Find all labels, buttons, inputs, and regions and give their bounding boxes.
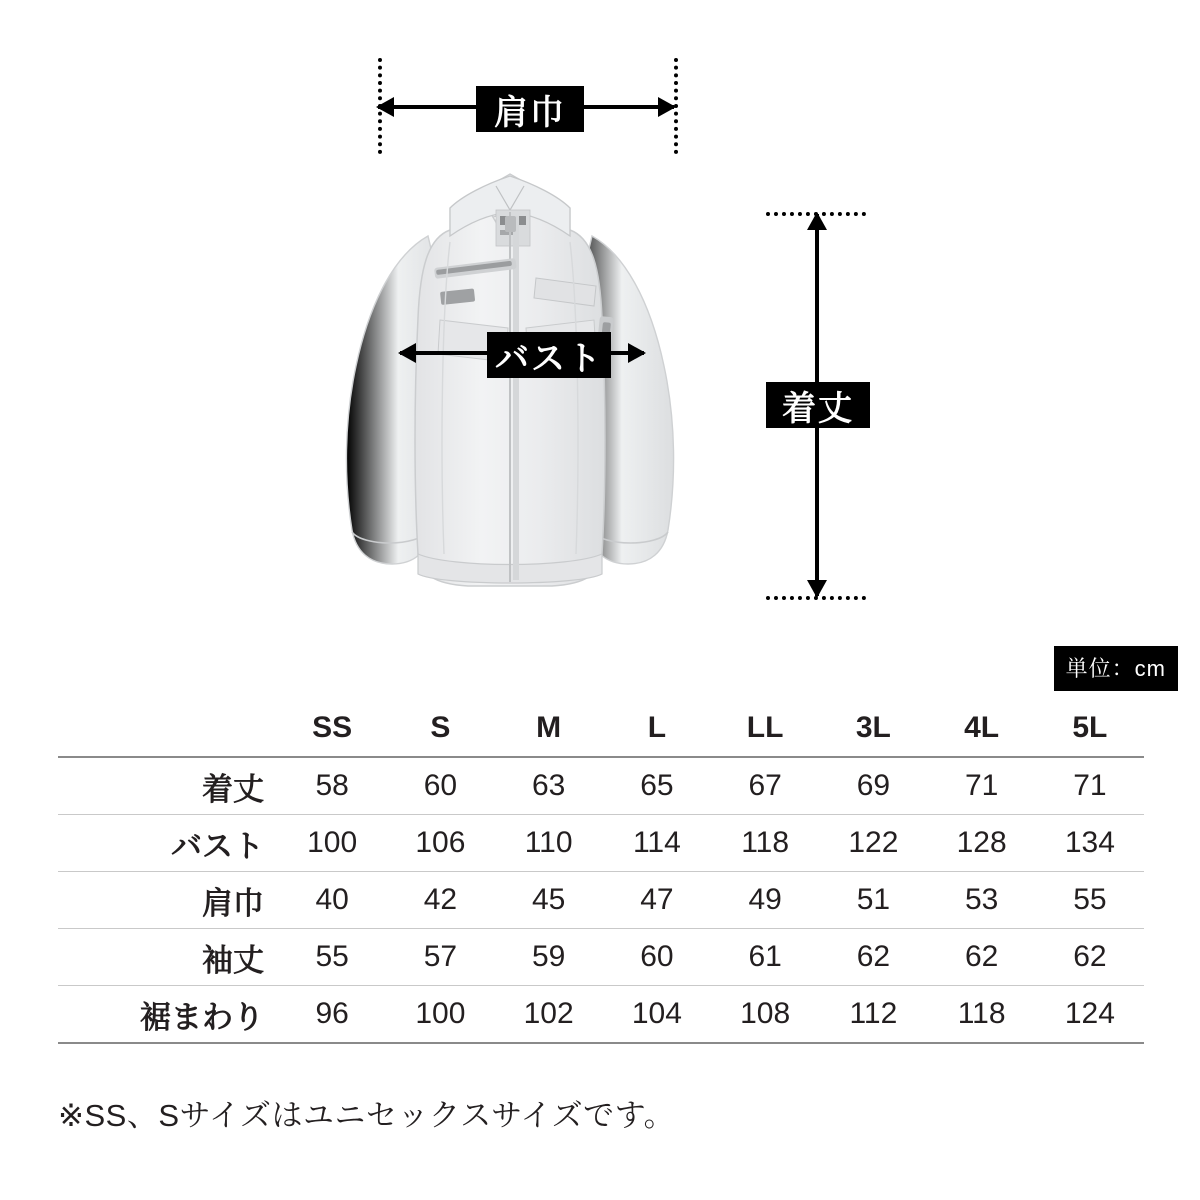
- cell: 71: [1036, 757, 1144, 815]
- shoulder-label: 肩巾: [476, 86, 584, 132]
- cell: 55: [1036, 872, 1144, 929]
- row-header-bust: バスト: [58, 815, 278, 872]
- table-row: [58, 929, 1144, 986]
- column-header-blank: [58, 700, 278, 757]
- arrow-left-icon: [376, 97, 394, 117]
- cell: 106: [386, 815, 494, 872]
- row-header-shoulder: 肩巾: [58, 872, 278, 929]
- cell: 42: [386, 872, 494, 929]
- cell: 60: [386, 757, 494, 815]
- cell: 40: [278, 872, 386, 929]
- cell: 59: [495, 929, 603, 986]
- cell: 124: [1036, 986, 1144, 1044]
- column-header-4l: 4L: [928, 700, 1036, 757]
- column-header-5l: 5L: [1036, 700, 1144, 757]
- cell: 45: [495, 872, 603, 929]
- cell: 108: [711, 986, 819, 1044]
- cell: 55: [278, 929, 386, 986]
- size-note: ※SS、Sサイズはユニセックスサイズです。: [58, 1098, 676, 1133]
- unit-badge: 単位：cm: [1054, 646, 1178, 691]
- cell: 118: [928, 986, 1036, 1044]
- cell: 51: [819, 872, 927, 929]
- column-header-s: S: [386, 700, 494, 757]
- column-header-3l: 3L: [819, 700, 927, 757]
- column-header-l: L: [603, 700, 711, 757]
- size-table: [58, 700, 1144, 1044]
- table-row: [58, 815, 1144, 872]
- cell: 100: [278, 815, 386, 872]
- arrow-down-icon: [807, 580, 827, 598]
- cell: 61: [711, 929, 819, 986]
- table-row: [58, 757, 1144, 815]
- cell: 102: [495, 986, 603, 1044]
- cell: 62: [928, 929, 1036, 986]
- row-header-length: 着丈: [58, 757, 278, 815]
- cell: 118: [711, 815, 819, 872]
- cell: 96: [278, 986, 386, 1044]
- cell: 63: [495, 757, 603, 815]
- cell: 100: [386, 986, 494, 1044]
- cell: 49: [711, 872, 819, 929]
- cell: 67: [711, 757, 819, 815]
- column-header-m: M: [495, 700, 603, 757]
- cell: 128: [928, 815, 1036, 872]
- cell: 69: [819, 757, 927, 815]
- row-header-hem: 裾まわり: [58, 986, 278, 1044]
- cell: 122: [819, 815, 927, 872]
- table-row: [58, 872, 1144, 929]
- cell: 47: [603, 872, 711, 929]
- cell: 53: [928, 872, 1036, 929]
- row-header-sleeve: 袖丈: [58, 929, 278, 986]
- cell: 114: [603, 815, 711, 872]
- cell: 60: [603, 929, 711, 986]
- bust-label: バスト: [487, 332, 611, 378]
- cell: 71: [928, 757, 1036, 815]
- length-label: 着丈: [766, 382, 870, 428]
- column-header-ll: LL: [711, 700, 819, 757]
- column-header-ss: SS: [278, 700, 386, 757]
- cell: 65: [603, 757, 711, 815]
- arrow-left-icon: [398, 343, 416, 363]
- arrow-up-icon: [807, 212, 827, 230]
- table-row: [58, 986, 1144, 1044]
- cell: 110: [495, 815, 603, 872]
- arrow-right-icon: [628, 343, 646, 363]
- cell: 104: [603, 986, 711, 1044]
- cell: 62: [1036, 929, 1144, 986]
- table-header-row: [58, 700, 1144, 757]
- cell: 57: [386, 929, 494, 986]
- jacket-illustration: [300, 150, 720, 620]
- cell: 112: [819, 986, 927, 1044]
- cell: 134: [1036, 815, 1144, 872]
- cell: 62: [819, 929, 927, 986]
- arrow-right-icon: [658, 97, 676, 117]
- cell: 58: [278, 757, 386, 815]
